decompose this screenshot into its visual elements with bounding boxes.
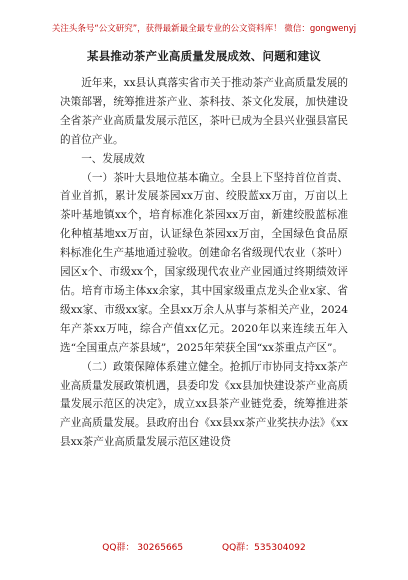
intro-paragraph: 近年来，xx县认真落实省市关于推动茶产业高质量发展的决策部署，统筹推进茶产业、茶科技、茶文化发展，加快建设全省茶产业高质量发展示范区，茶叶已成为全县兴业强县富民的首位产业。 [60, 77, 348, 146]
document-title: 某县推动茶产业高质量发展成效、问题和建议 [87, 49, 321, 63]
document-body [60, 48, 348, 452]
body-paragraph: （二）政策保障体系建立健全。抢抓厅市协同支持xx茶产业高质量发展政策机遇，县委印发《xx县加快建设茶产业高质量发展示范区的决定》，成立xx县茶产业链党委，统筹推进茶产业高质量发展。县政府出台《xx县xx茶产业奖扶办法》《xx县xx茶产业高质量发展示范区建设贷 [60, 360, 348, 449]
footer-contact [0, 540, 408, 553]
body-paragraph: （一）茶叶大县地位基本确立。全县上下坚持首位首责、首业首抓，累计发展茶园xx万亩、绞股蓝xx万亩，万亩以上茶叶基地镇xx个，培育标准化茶园xx万亩，新建绞股蓝标准化种植基地xx万亩，认证绿色茶园xx万亩，全国绿色食品原料标准化生产基地通过验收。创建命名省级现代农业（茶叶）园区x个、市级xx个，国家级现代农业产业园通过终期绩效评估。培育市场主体xx余家，其中国家级重点龙头企业x家、省级xx家、市级xx家。全县xx万余人从事与茶相关产业，2024年产茶xx万吨，综合产值xx亿元。2020年以来连续五年入选“全国重点产茶县域”，2025年荣获全国“xx茶重点产区”。 [60, 171, 348, 354]
top-banner: 关注头条号“公文研究”，获得最新最全最专业的公文资料库！ 微信：gongwenyj [51, 24, 357, 34]
footer-qq-group-1: QQ群： 30265665 [102, 543, 184, 553]
footer-qq-group-2: QQ群：535304092 [222, 543, 306, 553]
section-heading: 一、发展成效 [81, 152, 145, 165]
